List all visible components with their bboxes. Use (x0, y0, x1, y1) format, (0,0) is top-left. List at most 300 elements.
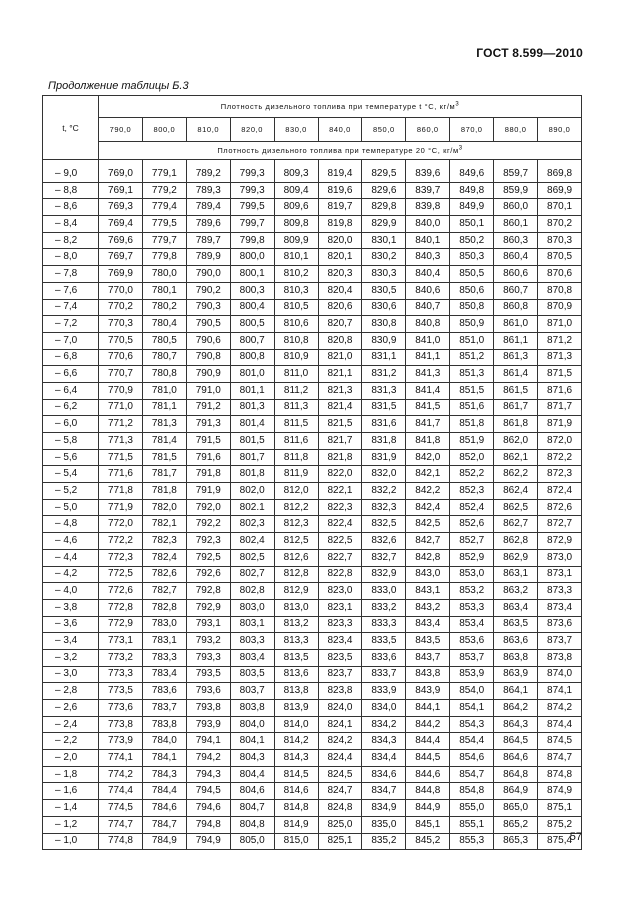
density-cell: 819,4 (318, 160, 362, 183)
density-cell: 830,1 (362, 232, 406, 249)
density-cell: 789,2 (186, 160, 230, 183)
temperature-cell: – 7,6 (43, 282, 99, 299)
density-cell: 779,5 (142, 216, 186, 233)
density-cell: 769,9 (99, 266, 143, 283)
density-cell: 843,7 (406, 649, 450, 666)
density-cell: 833,0 (362, 583, 406, 600)
density-cell: 814,6 (274, 783, 318, 800)
density-cell: 773,8 (99, 716, 143, 733)
density-cell: 839,6 (406, 160, 450, 183)
density-cell: 831,2 (362, 366, 406, 383)
temperature-cell: – 8,0 (43, 249, 99, 266)
density-cell: 820,1 (318, 249, 362, 266)
temperature-cell: – 4,6 (43, 533, 99, 550)
density-cell: 772,8 (99, 599, 143, 616)
density-cell: 769,3 (99, 199, 143, 216)
density-cell: 794,8 (186, 816, 230, 833)
density-cell: 871,9 (538, 416, 582, 433)
table-row (43, 483, 582, 500)
density-cell: 823,1 (318, 599, 362, 616)
table-row (43, 616, 582, 633)
density-cell: 805,0 (230, 833, 274, 850)
table-row (43, 633, 582, 650)
temperature-cell: – 3,2 (43, 649, 99, 666)
table-row (43, 399, 582, 416)
density-cell: 780,8 (142, 366, 186, 383)
density-cell: 803,0 (230, 599, 274, 616)
density-cell: 799,7 (230, 216, 274, 233)
table-row (43, 700, 582, 717)
temperature-cell: – 5,0 (43, 499, 99, 516)
density-cell: 862,2 (494, 466, 538, 483)
density-cell: 864,9 (494, 783, 538, 800)
density-cell: 844,5 (406, 750, 450, 767)
density-cell: 769,6 (99, 232, 143, 249)
density-20-header-cell: 810,0 (186, 118, 230, 142)
density-cell: 783,3 (142, 649, 186, 666)
density-20-header-cell: 790,0 (99, 118, 143, 142)
density-cell: 770,0 (99, 282, 143, 299)
density-cell: 854,1 (450, 700, 494, 717)
density-cell: 832,5 (362, 516, 406, 533)
density-cell: 774,4 (99, 783, 143, 800)
density-cell: 773,9 (99, 733, 143, 750)
density-cell: 862,0 (494, 433, 538, 450)
density-cell: 794,5 (186, 783, 230, 800)
density-cell: 801,0 (230, 366, 274, 383)
density-cell: 793,9 (186, 716, 230, 733)
density-cell: 791,5 (186, 433, 230, 450)
density-cell: 850,3 (450, 249, 494, 266)
bottom-header: Плотность дизельного топлива при температуре 20 °C, $кг/м^3$ (99, 142, 582, 160)
density-cell: 814,9 (274, 816, 318, 833)
density-cell: 812,8 (274, 566, 318, 583)
density-cell: 851,6 (450, 399, 494, 416)
density-cell: 813,8 (274, 683, 318, 700)
density-cell: 832,7 (362, 549, 406, 566)
density-cell: 803,8 (230, 700, 274, 717)
density-cell: 774,1 (99, 750, 143, 767)
density-cell: 860,4 (494, 249, 538, 266)
density-cell: 810,9 (274, 349, 318, 366)
temperature-cell: – 5,6 (43, 449, 99, 466)
density-cell: 831,3 (362, 382, 406, 399)
density-cell: 844,4 (406, 733, 450, 750)
density-cell: 843,1 (406, 583, 450, 600)
density-cell: 773,5 (99, 683, 143, 700)
table-row (43, 249, 582, 266)
table-row (43, 466, 582, 483)
density-cell: 801,3 (230, 399, 274, 416)
density-cell: 839,8 (406, 199, 450, 216)
density-cell: 772,6 (99, 583, 143, 600)
density-cell: 851,2 (450, 349, 494, 366)
density-cell: 844,8 (406, 783, 450, 800)
temperature-cell: – 8,8 (43, 182, 99, 199)
density-cell: 801,7 (230, 449, 274, 466)
density-cell: 842,2 (406, 483, 450, 500)
density-cell: 853,9 (450, 666, 494, 683)
density-cell: 803,4 (230, 649, 274, 666)
density-cell: 829,9 (362, 216, 406, 233)
table-row (43, 783, 582, 800)
density-cell: 851,9 (450, 433, 494, 450)
density-cell: 874,2 (538, 700, 582, 717)
density-cell: 772,9 (99, 616, 143, 633)
density-cell: 792,2 (186, 516, 230, 533)
density-cell: 792,5 (186, 549, 230, 566)
density-cell: 824,5 (318, 766, 362, 783)
density-cell: 861,8 (494, 416, 538, 433)
density-cell: 800,5 (230, 316, 274, 333)
density-cell: 823,4 (318, 633, 362, 650)
table-row (43, 716, 582, 733)
table-row (43, 499, 582, 516)
density-cell: 832,9 (362, 566, 406, 583)
table-row (43, 366, 582, 383)
density-cell: 850,9 (450, 316, 494, 333)
density-cell: 812,6 (274, 549, 318, 566)
density-cell: 873,3 (538, 583, 582, 600)
density-cell: 875,4 (538, 833, 582, 850)
temperature-cell: – 8,6 (43, 199, 99, 216)
density-cell: 799,3 (230, 182, 274, 199)
density-cell: 840,3 (406, 249, 450, 266)
density-cell: 833,6 (362, 649, 406, 666)
density-cell: 810,3 (274, 282, 318, 299)
density-cell: 782,4 (142, 549, 186, 566)
density-20-header-cell: 890,0 (538, 118, 582, 142)
density-cell: 864,6 (494, 750, 538, 767)
density-cell: 840,0 (406, 216, 450, 233)
density-cell: 822,8 (318, 566, 362, 583)
density-cell: 794,1 (186, 733, 230, 750)
density-cell: 860,7 (494, 282, 538, 299)
density-cell: 854,4 (450, 733, 494, 750)
density-cell: 810,5 (274, 299, 318, 316)
temperature-cell: – 3,6 (43, 616, 99, 633)
density-cell: 789,6 (186, 216, 230, 233)
density-cell: 772,0 (99, 516, 143, 533)
density-cell: 824,7 (318, 783, 362, 800)
density-cell: 860,3 (494, 232, 538, 249)
density-cell: 780,5 (142, 332, 186, 349)
temperature-cell: – 5,2 (43, 483, 99, 500)
density-cell: 864,2 (494, 700, 538, 717)
density-cell: 823,8 (318, 683, 362, 700)
density-cell: 804,3 (230, 750, 274, 767)
density-cell: 863,9 (494, 666, 538, 683)
density-cell: 829,6 (362, 182, 406, 199)
temperature-cell: – 6,4 (43, 382, 99, 399)
density-cell: 849,6 (450, 160, 494, 183)
density-cell: 774,8 (99, 833, 143, 850)
density-cell: 812,2 (274, 499, 318, 516)
density-cell: 841,8 (406, 433, 450, 450)
density-cell: 804,8 (230, 816, 274, 833)
density-cell: 833,9 (362, 683, 406, 700)
density-cell: 800,8 (230, 349, 274, 366)
table-row (43, 160, 582, 183)
density-cell: 790,8 (186, 349, 230, 366)
density-cell: 781,4 (142, 433, 186, 450)
temperature-cell: – 6,0 (43, 416, 99, 433)
density-cell: 779,8 (142, 249, 186, 266)
density-cell: 784,3 (142, 766, 186, 783)
density-cell: 819,8 (318, 216, 362, 233)
temperature-cell: – 5,4 (43, 466, 99, 483)
density-cell: 814,2 (274, 733, 318, 750)
density-cell: 859,7 (494, 160, 538, 183)
density-cell: 860,0 (494, 199, 538, 216)
density-cell: 852,6 (450, 516, 494, 533)
density-cell: 855,1 (450, 816, 494, 833)
density-cell: 833,3 (362, 616, 406, 633)
temperature-cell: – 6,2 (43, 399, 99, 416)
density-cell: 843,2 (406, 599, 450, 616)
density-cell: 800,3 (230, 282, 274, 299)
density-cell: 821,7 (318, 433, 362, 450)
density-cell: 850,8 (450, 299, 494, 316)
density-cell: 773,6 (99, 700, 143, 717)
density-cell: 821,1 (318, 366, 362, 383)
density-cell: 790,3 (186, 299, 230, 316)
density-cell: 834,0 (362, 700, 406, 717)
density-cell: 851,8 (450, 416, 494, 433)
density-cell: 793,5 (186, 666, 230, 683)
density-cell: 822,7 (318, 549, 362, 566)
density-cell: 852,2 (450, 466, 494, 483)
density-cell: 873,1 (538, 566, 582, 583)
density-cell: 809,6 (274, 199, 318, 216)
density-cell: 809,3 (274, 160, 318, 183)
density-cell: 834,9 (362, 800, 406, 817)
density-cell: 784,0 (142, 733, 186, 750)
density-cell: 843,0 (406, 566, 450, 583)
density-cell: 800,4 (230, 299, 274, 316)
density-cell: 854,3 (450, 716, 494, 733)
density-cell: 875,1 (538, 800, 582, 817)
density-cell: 782,0 (142, 499, 186, 516)
density-cell: 772,2 (99, 533, 143, 550)
temperature-cell: – 2,2 (43, 733, 99, 750)
table-row (43, 516, 582, 533)
density-cell: 863,6 (494, 633, 538, 650)
density-cell: 771,9 (99, 499, 143, 516)
density-cell: 833,7 (362, 666, 406, 683)
density-cell: 770,2 (99, 299, 143, 316)
table-row (43, 816, 582, 833)
density-cell: 802.1 (230, 499, 274, 516)
density-cell: 802,3 (230, 516, 274, 533)
temperature-cell: – 4,4 (43, 549, 99, 566)
density-cell: 782,6 (142, 566, 186, 583)
density-cell: 829,8 (362, 199, 406, 216)
density-cell: 830,9 (362, 332, 406, 349)
density-cell: 852,3 (450, 483, 494, 500)
density-cell: 863,2 (494, 583, 538, 600)
density-cell: 843,5 (406, 633, 450, 650)
density-cell: 803,5 (230, 666, 274, 683)
density-cell: 874,8 (538, 766, 582, 783)
density-cell: 865,2 (494, 816, 538, 833)
density-cell: 872,7 (538, 516, 582, 533)
density-cell: 830,3 (362, 266, 406, 283)
density-cell: 835,2 (362, 833, 406, 850)
table-row (43, 216, 582, 233)
density-cell: 853,3 (450, 599, 494, 616)
density-cell: 781,3 (142, 416, 186, 433)
density-cell: 851,5 (450, 382, 494, 399)
density-cell: 813,6 (274, 666, 318, 683)
density-cell: 791,3 (186, 416, 230, 433)
temperature-cell: – 5,8 (43, 433, 99, 450)
density-cell: 824,1 (318, 716, 362, 733)
density-cell: 780,0 (142, 266, 186, 283)
density-cell: 844,6 (406, 766, 450, 783)
density-cell: 830,6 (362, 299, 406, 316)
density-cell: 811,5 (274, 416, 318, 433)
density-cell: 864,1 (494, 683, 538, 700)
table-row (43, 199, 582, 216)
density-cell: 840,7 (406, 299, 450, 316)
density-cell: 789,4 (186, 199, 230, 216)
density-cell: 770,3 (99, 316, 143, 333)
density-cell: 871,7 (538, 399, 582, 416)
density-cell: 834,3 (362, 733, 406, 750)
density-cell: 862,4 (494, 483, 538, 500)
density-cell: 853,4 (450, 616, 494, 633)
density-20-header-cell: 880,0 (494, 118, 538, 142)
density-cell: 802,8 (230, 583, 274, 600)
density-cell: 872,9 (538, 533, 582, 550)
density-cell: 840,8 (406, 316, 450, 333)
density-cell: 811,0 (274, 366, 318, 383)
density-cell: 792,9 (186, 599, 230, 616)
density-cell: 841,0 (406, 332, 450, 349)
density-cell: 793,1 (186, 616, 230, 633)
density-cell: 832,2 (362, 483, 406, 500)
density-cell: 851,0 (450, 332, 494, 349)
density-cell: 872,6 (538, 499, 582, 516)
density-cell: 862,1 (494, 449, 538, 466)
density-cell: 864,8 (494, 766, 538, 783)
density-cell: 814,3 (274, 750, 318, 767)
page-number: 57 (569, 831, 582, 843)
density-cell: 809,4 (274, 182, 318, 199)
density-cell: 779,1 (142, 160, 186, 183)
density-cell: 811,2 (274, 382, 318, 399)
density-cell: 782,3 (142, 533, 186, 550)
density-cell: 824,2 (318, 733, 362, 750)
density-cell: 821,0 (318, 349, 362, 366)
density-cell: 873,0 (538, 549, 582, 566)
density-cell: 831,9 (362, 449, 406, 466)
density-cell: 790,6 (186, 332, 230, 349)
density-cell: 841,5 (406, 399, 450, 416)
temperature-cell: – 6,6 (43, 366, 99, 383)
density-cell: 843,8 (406, 666, 450, 683)
density-20-header-row (43, 118, 582, 142)
temperature-cell: – 1,0 (43, 833, 99, 850)
table-row (43, 549, 582, 566)
density-cell: 794,3 (186, 766, 230, 783)
density-cell: 849,9 (450, 199, 494, 216)
density-cell: 771,8 (99, 483, 143, 500)
temperature-cell: – 1,8 (43, 766, 99, 783)
table-row (43, 649, 582, 666)
density-cell: 872,3 (538, 466, 582, 483)
density-cell: 823,0 (318, 583, 362, 600)
density-cell: 813,9 (274, 700, 318, 717)
density-cell: 794,6 (186, 800, 230, 817)
density-cell: 815,0 (274, 833, 318, 850)
density-cell: 831,6 (362, 416, 406, 433)
density-cell: 841,4 (406, 382, 450, 399)
density-cell: 769,0 (99, 160, 143, 183)
table-row (43, 182, 582, 199)
density-cell: 875,2 (538, 816, 582, 833)
density-cell: 771,3 (99, 433, 143, 450)
table-row (43, 800, 582, 817)
density-cell: 820,3 (318, 266, 362, 283)
density-cell: 870,2 (538, 216, 582, 233)
temperature-cell: – 3,8 (43, 599, 99, 616)
density-cell: 822,0 (318, 466, 362, 483)
table-row (43, 382, 582, 399)
density-cell: 810,8 (274, 332, 318, 349)
density-cell: 774,5 (99, 800, 143, 817)
density-cell: 779,4 (142, 199, 186, 216)
density-cell: 780,7 (142, 349, 186, 366)
density-cell: 844,2 (406, 716, 450, 733)
density-cell: 859,9 (494, 182, 538, 199)
density-cell: 861,7 (494, 399, 538, 416)
density-cell: 773,2 (99, 649, 143, 666)
temperature-cell: – 3,4 (43, 633, 99, 650)
density-cell: 845,2 (406, 833, 450, 850)
density-cell: 830,5 (362, 282, 406, 299)
density-cell: 850,6 (450, 282, 494, 299)
density-cell: 789,9 (186, 249, 230, 266)
density-cell: 793,3 (186, 649, 230, 666)
density-cell: 862,5 (494, 499, 538, 516)
table-row (43, 316, 582, 333)
density-cell: 781,0 (142, 382, 186, 399)
density-cell: 850,1 (450, 216, 494, 233)
density-cell: 870,9 (538, 299, 582, 316)
density-cell: 825,1 (318, 833, 362, 850)
density-cell: 860,8 (494, 299, 538, 316)
density-cell: 865,0 (494, 800, 538, 817)
density-cell: 853,2 (450, 583, 494, 600)
density-cell: 802,5 (230, 549, 274, 566)
density-cell: 769,1 (99, 182, 143, 199)
density-cell: 841,1 (406, 349, 450, 366)
density-cell: 793,8 (186, 700, 230, 717)
density-cell: 794,9 (186, 833, 230, 850)
density-cell: 819,6 (318, 182, 362, 199)
density-cell: 842,5 (406, 516, 450, 533)
density-cell: 809,8 (274, 216, 318, 233)
density-cell: 861,5 (494, 382, 538, 399)
density-cell: 820,6 (318, 299, 362, 316)
table-row (43, 733, 582, 750)
table-row (43, 332, 582, 349)
density-cell: 820,0 (318, 232, 362, 249)
density-cell: 789,3 (186, 182, 230, 199)
density-cell: 861,3 (494, 349, 538, 366)
